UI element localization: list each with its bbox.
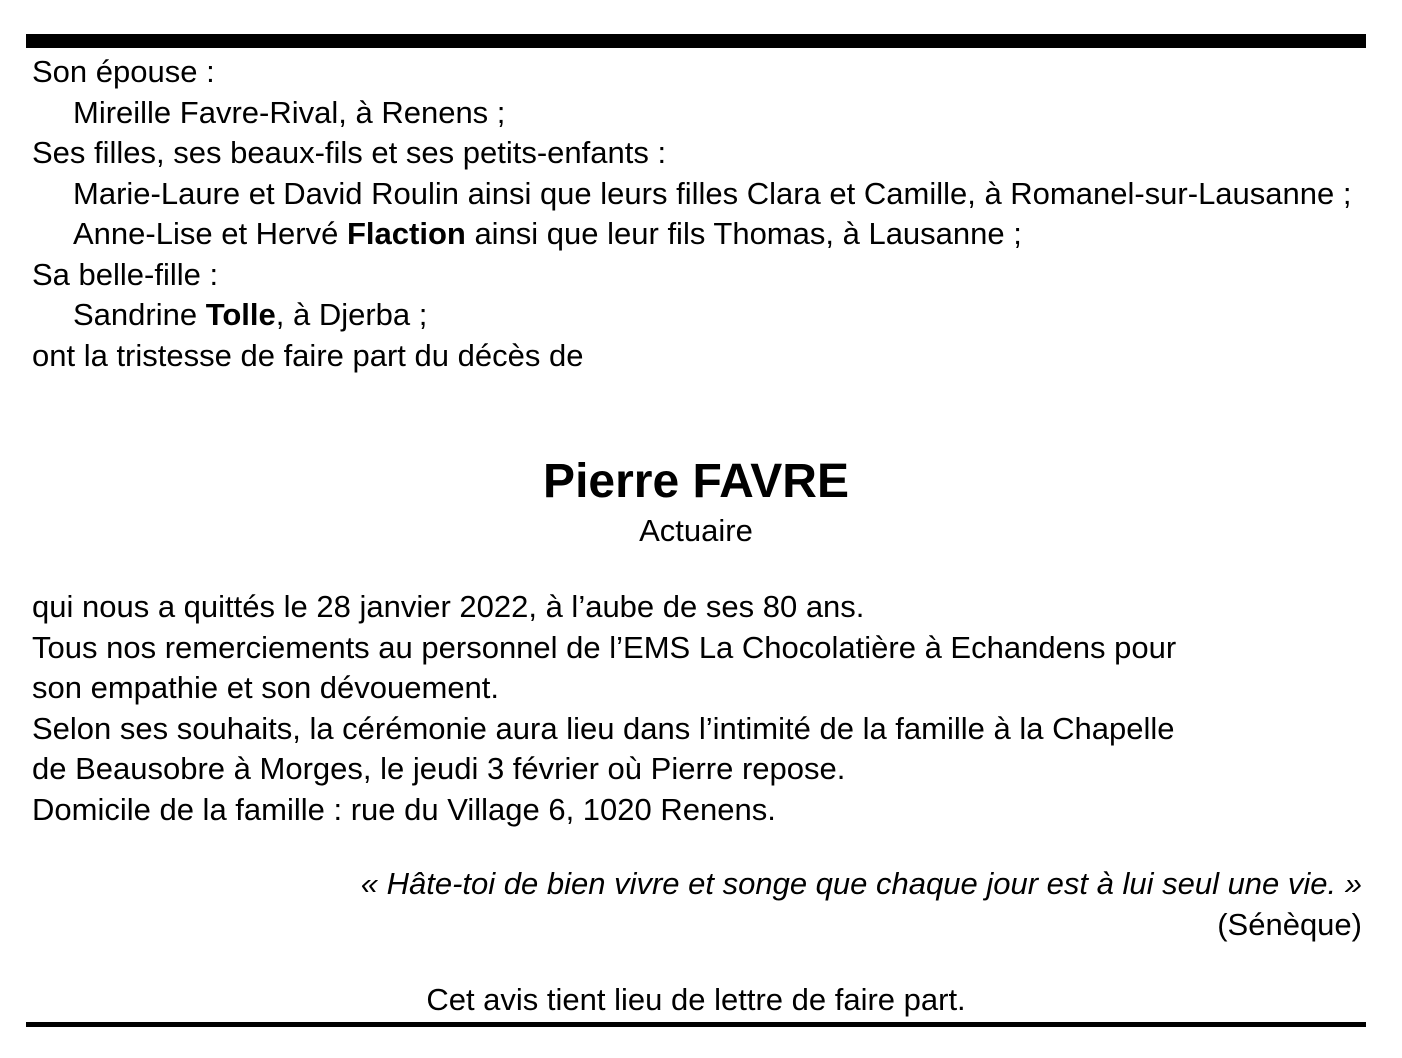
body-line-5: de Beausobre à Morges, le jeudi 3 février où Pierre repose. [32, 751, 846, 786]
quote-block [361, 864, 1362, 945]
body-line-2: Tous nos remerciements au personnel de l’EMS La Chocolatière à Echandens pour [32, 629, 1177, 665]
body-line-4: Selon ses souhaits, la cérémonie aura lieu dans l’intimité de la famille à la Chapelle [32, 710, 1175, 746]
top-rule [26, 34, 1366, 48]
child-entry-2-pre: Anne-Lise et Hervé [73, 216, 347, 251]
dil-pre: Sandrine [73, 297, 206, 332]
body-line-6: Domicile de la famille : rue du Village 6, 1020 Renens. [32, 791, 776, 827]
child-entry-2-surname: Flaction [346, 216, 466, 251]
dil-surname: Tolle [205, 297, 276, 332]
child-entry-2-post: ainsi que leur fils Thomas, à Lausanne ; [465, 216, 1022, 251]
children-heading: Ses filles, ses beaux-fils et ses petits-enfants : [32, 135, 667, 170]
daughter-in-law-heading: Sa belle-fille : [32, 256, 219, 292]
family-section [32, 52, 1362, 376]
announcement-line: ont la tristesse de faire part du décès de [32, 337, 584, 373]
notice-body [32, 587, 1362, 830]
body-line-3: son empathie et son dévouement. [32, 670, 500, 705]
dil-post: , à Djerba ; [275, 297, 428, 332]
spouse-entry: Mireille Favre-Rival, à Renens ; [73, 94, 506, 130]
quote-author: (Sénèque) [1217, 906, 1362, 942]
closing-line: Cet avis tient lieu de lettre de faire part. [426, 982, 966, 1017]
deceased-profession: Actuaire [639, 513, 753, 548]
child-entry-2 [32, 214, 1362, 255]
spouse-heading: Son épouse : [32, 54, 215, 89]
child-entry-1: Marie-Laure et David Roulin ainsi que leurs filles Clara et Camille, à Romanel-sur-Lausanne ; [73, 175, 1352, 211]
body-line-1: qui nous a quittés le 28 janvier 2022, à l’aube de ses 80 ans. [32, 589, 865, 624]
daughter-in-law-entry [32, 295, 1362, 336]
bottom-rule [26, 1022, 1366, 1027]
deceased-name: Pierre FAVRE [543, 455, 849, 508]
quote-text: « Hâte-toi de bien vivre et songe que chaque jour est à lui seul une vie. » [360, 866, 1362, 901]
